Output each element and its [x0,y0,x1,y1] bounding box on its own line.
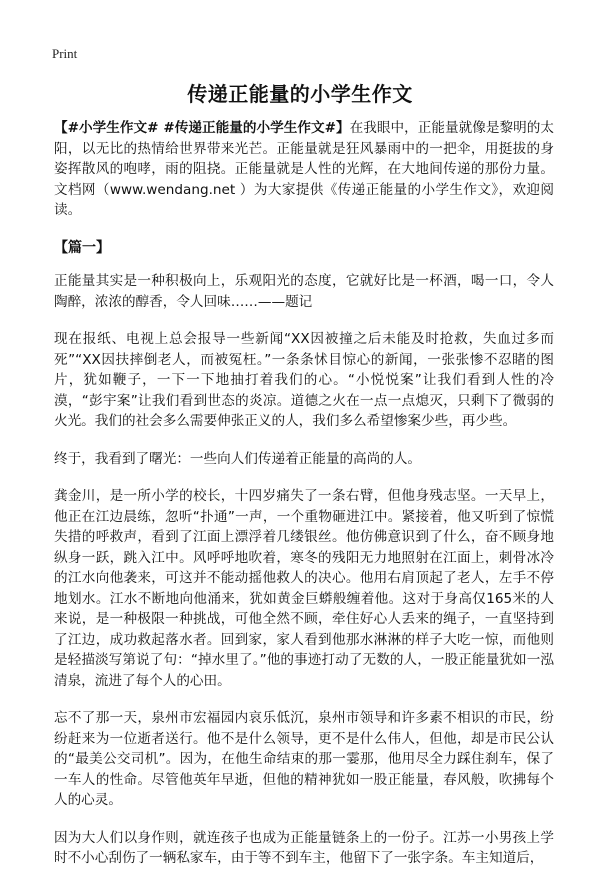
paragraph-2: 现在报纸、电视上总会报导一些新闻“XX因被撞之后未能及时抢救，失血过多而死”“XX因扶摔倒老人，而被冤枉。”一条条怵目惊心的新闻，一张张惨不忍睹的图片，犹如鞭子，一下一下地抽打着我们的心。“小悦悦案”让我们看到人性的冷漠，“彭宇案”让我们看到世态的炎凉。道德之火在一点一点熄灭，只剩下了微弱的火光。我们的社会多么需要伸张正义的人，我们多么希望惨案少些，再少些。 [54,331,554,429]
paragraph-5: 忘不了那一天，泉州市宏福园内哀乐低沉，泉州市领导和许多素不相识的市民，纷纷赶来为一位逝者送行。他不是什么领导，更不是什么伟人，但他，却是市民公认的“最美公交司机”。因为，在他生命结束的那一霎那，他用尽全力踩住刹车，保了一车人的性命。尽管他英年早逝，但他的精神犹如一股正能量，春风般，吹拂每个人的心灵。 [54,710,554,808]
paragraph-1: 正能量其实是一种积极向上，乐观阳光的态度，它就好比是一杯酒，喝一口，令人陶醉，浓浓的醇香，令人回味……——题记 [54,273,554,310]
intro-text: 在我眼中，正能量就像是黎明的太阳，以无比的热情给世界带来光芒。正能量就是狂风暴雨中的一把伞，用挺拔的身姿挥散风的咆哮，雨的阻挠。正能量就是人性的光辉，在大地间传递的那份力量。文档网（www.wendang.net ）为大家提供《传递正能量的小学生作文》，欢迎阅读。 [54,120,555,218]
print-label[interactable]: Print [52,46,78,61]
paragraph-6: 因为大人们以身作则，就连孩子也成为正能量链条上的一份子。江苏一小男孩上学时不小心刮伤了一辆私家车，由于等不到车主，他留下了一张字条。车主知道后， [54,829,554,866]
paragraph-4: 龚金川，是一所小学的校长，十四岁痛失了一条右臂，但他身残志坚。一天早上，他正在江边晨练，忽听“扑通”一声，一个重物砸进江中。紧接着，他又听到了惊慌失措的呼救声，看到了江面上漂浮着几缕银丝。他仿佛意识到了什么，奋不顾身地纵身一跃，跳入江中。风呼呼地吹着，寒冬的残阳无力地照射在江面上，刺骨冰冷的江水向他袭来，可这并不能动摇他救人的决心。他用右肩顶起了老人，左手不停地划水。江水不断地向他涌来，犹如黄金巨蟒般缠着他。这对于身高仅165米的人来说，是一种极限一种挑战，可他全然不顾，牵住好心人丢来的绳子，一直坚持到了江边，成功救起落水者。回到家，家人看到他那水淋淋的样子大吃一惊，而他则是轻描淡写第说了句：“掉水里了。”他的事迹打动了无数的人，一股正能量犹如一泓清泉，流进了每个人的心田。 [54,488,554,689]
article-body [54,118,554,886]
paragraph-3: 终于，我看到了曙光：一些向人们传递着正能量的高尚的人。 [54,450,422,467]
section-heading: 【篇一】 [54,239,110,256]
page-title: 传递正能量的小学生作文 [187,82,413,106]
intro-paragraph [54,118,554,221]
intro-tag: 【#小学生作文# #传递正能量的小学生作文#】 [54,120,350,136]
